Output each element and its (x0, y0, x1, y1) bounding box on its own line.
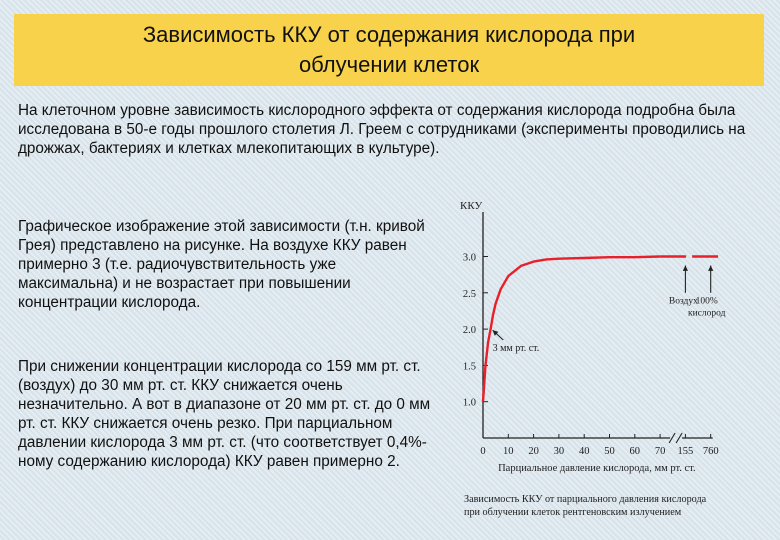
gray-curve-line (483, 257, 660, 402)
x-tick-label: 60 (629, 446, 641, 457)
x-tick-label: 760 (702, 446, 719, 457)
chart-caption-line: при облучении клеток рентгеновским излучением (464, 507, 682, 518)
x-tick-label: 10 (503, 446, 514, 457)
intro-paragraph: На клеточном уровне зависимость кислородного эффекта от содержания кислорода подробна была исследована в 50‑е годы прошлого столетия Л. Греем с сотрудниками (эксперименты проводились на дрожжах, бактериях и клетках млекопитающих в культуре). (18, 102, 746, 157)
y-tick-label: 2.0 (462, 325, 476, 337)
chart-caption (464, 494, 707, 518)
x-tick-label: 50 (604, 446, 615, 457)
three-mm-label: 3 мм рт. ст. (492, 342, 540, 354)
x-tick-label: 30 (553, 446, 565, 457)
chart-caption-line: Зависимость ККУ от парциального давления кислорода (464, 494, 707, 505)
y-tick-label: 1.5 (462, 361, 476, 373)
oxygen-label-line: кислород (687, 308, 726, 319)
x-axis-label: Парциальное давление кислорода, мм рт. ст. (498, 463, 696, 474)
y-tick-label: 2.5 (462, 288, 476, 300)
x-tick-label: 155 (677, 446, 694, 457)
air-arrow-head (683, 266, 688, 271)
x-tick-label: 70 (654, 446, 666, 457)
air-label: Воздух (668, 296, 698, 307)
oxygen-decrease-paragraph: При снижении концентрации кислорода со 159 мм рт. ст. (воздух) до 30 мм рт. ст. ККУ снижается очень незначительно. А вот в диапазоне от 20 мм рт. ст. до 0 мм рт. ст. ККУ снижается очень резко. При парциальном давлении кислорода 3 мм рт. ст. (что соответствует 0,4%-ному содержанию кислорода) ККУ равен примерно 2. (18, 358, 431, 470)
slide-title-line-2: облучении клеток (298, 52, 480, 77)
x-tick-label: 40 (578, 446, 590, 457)
chart-canvas (440, 196, 778, 536)
x-tick-label: 20 (528, 446, 539, 457)
slide-title (14, 14, 764, 86)
y-tick-label: 1.0 (462, 397, 476, 409)
x-tick-label: 0 (480, 446, 486, 457)
oxygen-label-line: 100% (695, 296, 718, 307)
graph-description-paragraph: Графическое изображение этой зависимости (т.н. кривой Грея) представлено на рисунке. На воздухе ККУ равен примерно 3 (т.е. радиочувствительность уже максимальна) и не возрастает при повышении концентрации кислорода. (18, 218, 425, 311)
y-tick-label: 3.0 (462, 252, 476, 264)
oxygen-arrow-head (708, 266, 713, 271)
y-axis-label: ККУ (460, 200, 483, 212)
x-axis-break-2 (676, 433, 682, 443)
slide-title-line-1: Зависимость ККУ от содержания кислорода при (142, 22, 636, 47)
gray-curve-chart (440, 196, 778, 536)
